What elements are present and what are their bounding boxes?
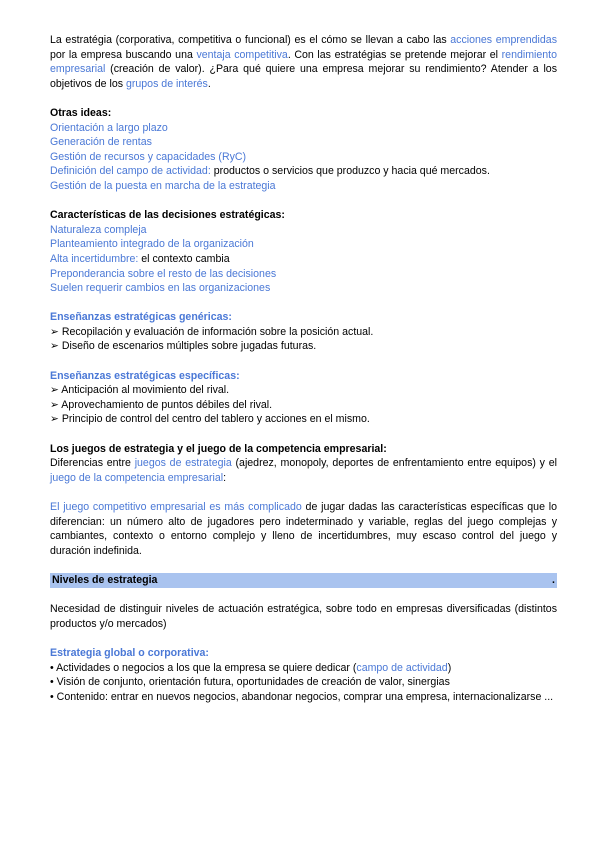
- list-item-text: el contexto cambia: [138, 252, 230, 265]
- paragraph-text: Diferencias entre: [50, 457, 135, 470]
- link-campo-actividad[interactable]: campo de actividad: [356, 661, 448, 674]
- list-item[interactable]: Orientación a largo plazo: [50, 121, 168, 134]
- juegos-title: Los juegos de estrategia y el juego de la competencia empresarial:: [50, 442, 387, 455]
- intro-text: .: [207, 77, 211, 90]
- arrow-bullet-icon: ➢: [50, 384, 59, 397]
- bullet-icon: •: [50, 661, 54, 674]
- arrow-bullet-icon: ➢: [50, 340, 59, 353]
- intro-text: La estratégia (corporativa, competitiva o funcional) es el cómo se llevan a cabo las: [50, 34, 451, 46]
- section-dot: .: [552, 573, 555, 586]
- list-item: [50, 339, 557, 354]
- arrow-bullet-icon: ➢: [50, 325, 59, 338]
- paragraph-text: (ajedrez, monopoly, deportes de enfrentamiento entre equipos) y el: [231, 457, 557, 470]
- caracteristicas-title: Características de las decisiones estratégicas:: [50, 209, 285, 222]
- link-juego-competencia[interactable]: juego de la competencia empresarial: [50, 471, 224, 484]
- list-item-text: Diseño de escenarios múltiples sobre jugadas futuras.: [58, 340, 317, 353]
- section-title: Niveles de estrategia: [52, 573, 158, 586]
- arrow-bullet-icon: ➢: [50, 413, 59, 426]
- list-item: [50, 383, 557, 398]
- list-item-text: Aprovechamiento de puntos débiles del rival.: [58, 398, 273, 411]
- link-ventaja-competitiva[interactable]: ventaja competitiva: [196, 48, 288, 61]
- list-item: [50, 412, 557, 427]
- list-item[interactable]: Preponderancia sobre el resto de las decisiones: [50, 267, 277, 280]
- niveles-section-bar: [50, 573, 557, 588]
- list-item: [50, 690, 557, 705]
- list-item[interactable]: Generación de rentas: [50, 136, 152, 149]
- list-item[interactable]: Gestión de recursos y capacidades (RyC): [50, 150, 247, 163]
- arrow-bullet-icon: ➢: [50, 398, 59, 411]
- list-item: [50, 252, 557, 267]
- list-item-text: ): [447, 661, 452, 674]
- list-item[interactable]: Gestión de la puesta en marcha de la estrategia: [50, 179, 276, 192]
- list-item-text: productos o servicios que produzco y hacia qué mercados.: [210, 165, 490, 178]
- link-campo-actividad[interactable]: Definición del campo de actividad:: [50, 165, 211, 178]
- document-page: [50, 33, 557, 704]
- link-rendimiento-empresarial[interactable]: rendimiento empresarial: [50, 48, 558, 76]
- especificas-title: Enseñanzas estratégicas específicas:: [50, 369, 240, 382]
- list-item-text: Recopilación y evaluación de información sobre la posición actual.: [58, 325, 374, 338]
- competitivo-paragraph: [50, 500, 557, 558]
- list-item[interactable]: Planteamiento integrado de la organización: [50, 238, 254, 251]
- intro-paragraph: [50, 33, 557, 91]
- list-item-text: Anticipación al movimiento del rival.: [58, 384, 230, 397]
- niveles-paragraph: Necesidad de distinguir niveles de actuación estratégica, sobre todo en empresas diversificadas (distintos productos y/o mercados): [50, 603, 557, 630]
- genericas-title: Enseñanzas estratégicas genéricas:: [50, 311, 232, 324]
- paragraph-text: :: [223, 471, 227, 484]
- list-item: [50, 398, 557, 413]
- intro-text: (creación de valor). ¿Para qué quiere una empresa mejorar su rendimiento? Atender a los objetivos de los: [50, 63, 557, 90]
- list-item-text: Visión de conjunto, orientación futura, oportunidades de creación de valor, sinergias: [53, 676, 450, 689]
- otras-ideas-title: Otras ideas:: [50, 106, 112, 119]
- list-item: [50, 325, 557, 340]
- link-alta-incertidumbre[interactable]: Alta incertidumbre:: [50, 252, 139, 265]
- list-item[interactable]: Suelen requerir cambios en las organizaciones: [50, 282, 271, 295]
- list-item: [50, 661, 557, 676]
- list-item-text: Principio de control del centro del tablero y acciones en el mismo.: [58, 413, 370, 426]
- list-item: [50, 164, 557, 179]
- bullet-icon: •: [50, 690, 54, 703]
- list-item-text: Actividades o negocios a los que la empresa se quiere dedicar (: [53, 661, 357, 674]
- link-juegos-estrategia[interactable]: juegos de estrategia: [134, 457, 232, 470]
- list-item-text: Contenido: entrar en nuevos negocios, abandonar negocios, comprar una empresa, internacionalizarse ...: [53, 690, 554, 703]
- paragraph-text: de jugar dadas las características específicas que lo diferencian: un número alto de jugadores pero indeterminado y variable, reglas del juego complejas y cambiantes, contexto o entorno complejo y lleno de incertidumbres, muy escaso control del juego y duración indefinida.: [50, 501, 557, 557]
- intro-text: por la empresa buscando una: [50, 48, 197, 61]
- bullet-icon: •: [50, 676, 54, 689]
- link-juego-competitivo[interactable]: El juego competitivo empresarial es más complicado: [50, 501, 302, 513]
- link-grupos-interes[interactable]: grupos de interés: [125, 77, 208, 90]
- juegos-paragraph: [50, 456, 557, 485]
- list-item[interactable]: Naturaleza compleja: [50, 223, 147, 236]
- global-title: Estrategia global o corporativa:: [50, 646, 209, 659]
- intro-text: . Con las estratégias se pretende mejorar el: [287, 48, 502, 61]
- link-acciones-emprendidas[interactable]: acciones emprendidas: [450, 34, 557, 46]
- list-item: [50, 675, 557, 690]
